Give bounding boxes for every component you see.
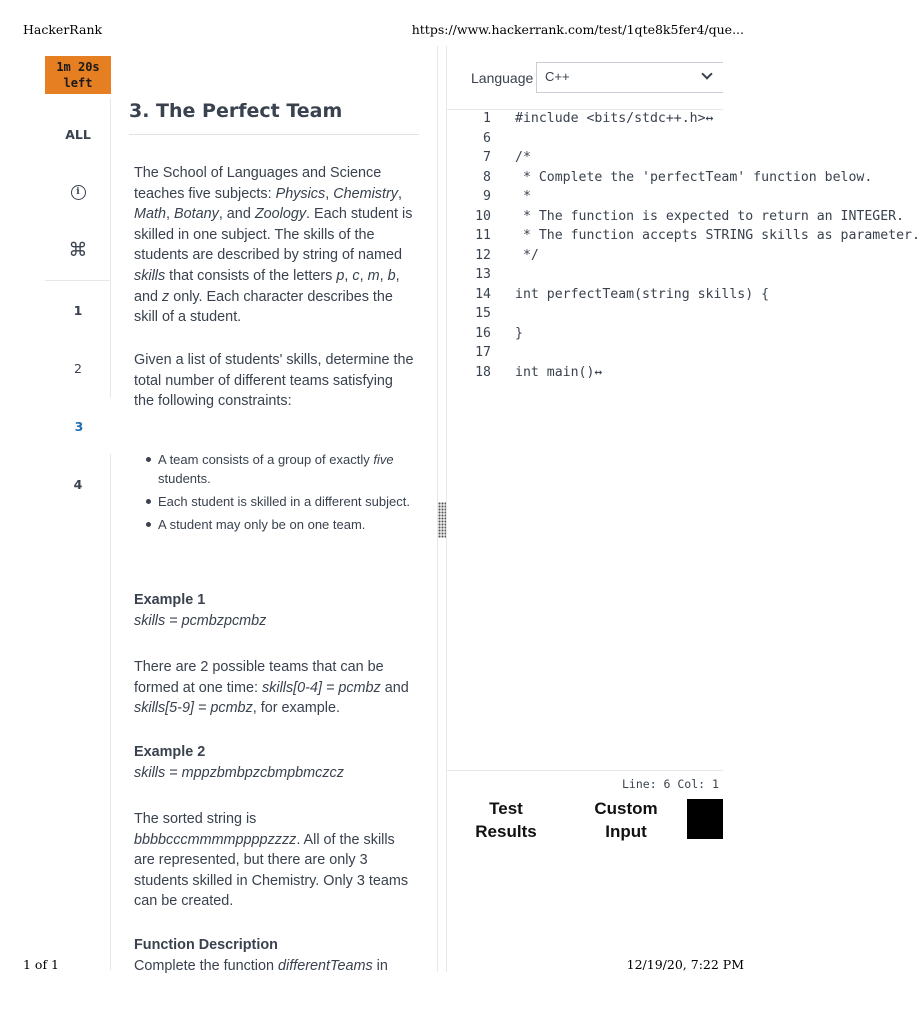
nav-divider [45, 280, 111, 281]
nav-info[interactable] [45, 164, 111, 220]
list-item: A team consists of a group of exactly five students. [146, 450, 416, 488]
code-line: 9 * [483, 189, 531, 204]
code-line: 12 */ [475, 247, 539, 263]
problem-task: Given a list of students' skills, determine the total number of different teams satisfying the following constraints: [134, 352, 414, 410]
list-item: Each student is skilled in a different subject. [146, 492, 416, 511]
example-1-heading: Example 1 [134, 592, 206, 608]
example-2 [134, 742, 414, 783]
nav-question-3[interactable]: 3 [45, 398, 113, 454]
nav-question-4[interactable]: 4 [73, 476, 83, 492]
problem-title: 3. The Perfect Team [129, 100, 419, 135]
print-datetime: 12/19/20, 7:22 PM [626, 957, 744, 972]
example-1 [134, 590, 414, 631]
code-line: 13 [475, 267, 491, 282]
example-1-input: skills = pcmbzpcmbz [134, 612, 267, 629]
page-number: 1 of 1 [23, 957, 60, 972]
print-title: HackerRank [23, 22, 103, 37]
nav-all-questions[interactable]: ALL [65, 126, 91, 142]
info-icon: i [71, 185, 86, 200]
constraints-list [146, 450, 416, 538]
time-remaining-badge [45, 56, 111, 94]
example-2-heading: Example 2 [134, 744, 206, 760]
nav-question-1[interactable]: 1 [73, 302, 83, 318]
list-item: A student may only be on one team. [146, 515, 416, 534]
print-url: https://www.hackerrank.com/test/1qte8k5fer4/que... [411, 22, 744, 37]
code-line: 17 [475, 345, 491, 360]
nav-question-2[interactable]: 2 [74, 360, 82, 376]
cursor-position-status: Line: 6 Col: 1 [622, 777, 719, 791]
problem-header [129, 100, 419, 135]
function-description: Function Description Complete the function differentTeams in [134, 935, 414, 976]
code-line: 6 [483, 130, 491, 146]
nav-shortcuts[interactable] [45, 222, 111, 278]
tab-custom-input[interactable]: Custom Input [594, 799, 658, 841]
language-select[interactable]: C++ [536, 62, 723, 93]
code-line: 1 #include <bits/stdc++.h>↔ [483, 111, 714, 126]
example-2-explanation: The sorted string is bbbbcccmmmmppppzzzz. All of the skills are represented, but there are only 3 students skilled in Chemistry. Only 3 teams can be created. [134, 811, 409, 910]
code-line: 14 int perfectTeam(string skills) { [475, 286, 770, 302]
code-line: 8 * Complete the 'perfectTeam' function below. [483, 169, 873, 185]
run-button[interactable] [687, 799, 723, 839]
command-icon: ⌘ [68, 239, 88, 261]
language-label: Language [471, 70, 534, 86]
timer-suffix: left [63, 76, 93, 90]
code-line: 11 * The function accepts STRING skills as parameter. [475, 228, 920, 243]
code-line: 15 [475, 306, 491, 321]
code-line: 7 /* [483, 150, 531, 165]
example-2-input: skills = mppzbmbpzcbmpbmczcz [134, 764, 344, 781]
code-line: 18 int main()↔ [475, 364, 603, 380]
question-nav [45, 98, 111, 970]
tab-test-results[interactable]: Test Results [475, 799, 537, 841]
problem-description: The School of Languages and Science teaches five subjects: Physics, Chemistry, Math, Botany, and Zoology. Each student is skilled in one subject. The skills of the students are described by string of named skills that consists of the letters p, c, m, b, and z only. Each character describes the skill of a student. [134, 165, 413, 326]
example-1-explanation: There are 2 possible teams that can be formed at one time: skills[0-4] = pcmbz and skills[5-9] = pcmbz, for example. [134, 659, 409, 717]
editor-bottom-border [447, 770, 723, 771]
code-line: 16 } [475, 325, 523, 341]
code-editor[interactable] [447, 109, 920, 382]
function-description-heading: Function Description [134, 937, 278, 953]
code-line: 10 * The function is expected to return an INTEGER. [475, 208, 905, 224]
resize-handle[interactable] [438, 502, 446, 538]
timer-value: 1m 20s [56, 60, 100, 74]
